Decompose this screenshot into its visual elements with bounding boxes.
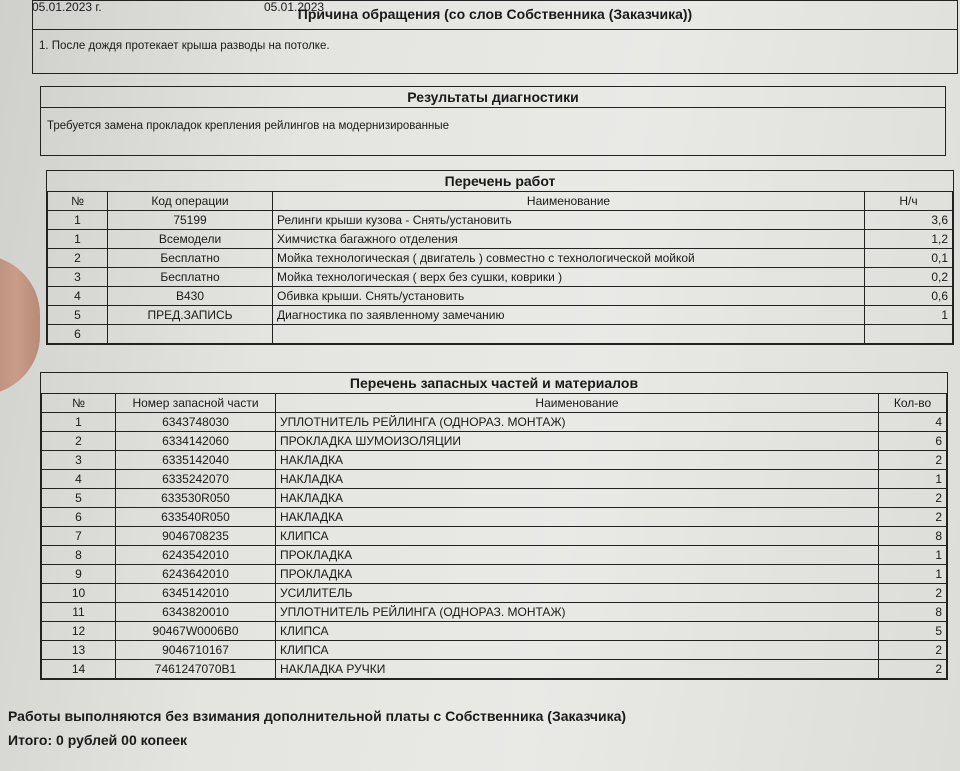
works-row-num: 2 (48, 249, 108, 268)
works-row-hours: 0,6 (865, 287, 953, 306)
parts-row-part: 6343820010 (116, 603, 276, 622)
parts-row-num: 12 (42, 622, 116, 641)
works-table (47, 191, 953, 344)
parts-row-qty: 2 (879, 660, 947, 679)
works-row (48, 325, 953, 344)
works-row-code: 75199 (108, 211, 273, 230)
works-row (48, 211, 953, 230)
parts-row-num: 9 (42, 565, 116, 584)
parts-title: Перечень запасных частей и материалов (349, 375, 639, 391)
parts-row-num: 4 (42, 470, 116, 489)
parts-row-num: 7 (42, 527, 116, 546)
works-row-hours (865, 325, 953, 344)
parts-row (42, 432, 947, 451)
parts-row-part: 7461247070B1 (116, 660, 276, 679)
works-row-code: Бесплатно (108, 249, 273, 268)
parts-row-qty: 2 (879, 641, 947, 660)
works-row-hours: 3,6 (865, 211, 953, 230)
parts-row (42, 489, 947, 508)
works-row-num: 1 (48, 230, 108, 249)
works-row-name: Релинги крыши кузова - Снять/установить (273, 211, 865, 230)
works-col-hours: Н/ч (865, 192, 953, 211)
parts-row-qty: 2 (879, 451, 947, 470)
parts-row-qty: 8 (879, 603, 947, 622)
reason-section (32, 0, 958, 74)
date-left: 05.01.2023 г. (32, 0, 102, 14)
works-row-num: 3 (48, 268, 108, 287)
diagnostics-text: Требуется замена прокладок крепления рейлингов на модернизированные (47, 120, 450, 132)
works-row-num: 6 (48, 325, 108, 344)
works-header-row (48, 192, 953, 211)
thumb (0, 255, 40, 395)
parts-row-num: 3 (42, 451, 116, 470)
works-row-code: Бесплатно (108, 268, 273, 287)
parts-header-row (42, 394, 947, 413)
parts-row-part: 90467W0006B0 (116, 622, 276, 641)
parts-row (42, 508, 947, 527)
works-row-code: В430 (108, 287, 273, 306)
works-row-num: 4 (48, 287, 108, 306)
works-row-name: Химчистка багажного отделения (273, 230, 865, 249)
parts-row (42, 565, 947, 584)
parts-row-name: УПЛОТНИТЕЛЬ РЕЙЛИНГА (ОДНОРАЗ. МОНТАЖ) (276, 413, 879, 432)
diagnostics-title: Результаты диагностики (41, 87, 945, 108)
footer-note: Работы выполняются без взимания дополнительной платы с Собственника (Заказчика) (8, 708, 627, 724)
parts-row-part: 9046708235 (116, 527, 276, 546)
parts-row-qty: 2 (879, 584, 947, 603)
parts-row (42, 546, 947, 565)
parts-section (40, 372, 948, 680)
works-row-code: Всемодели (108, 230, 273, 249)
works-row-name: Мойка технологическая ( двигатель ) совместно с технологической мойкой (273, 249, 865, 268)
parts-row-part: 633540R050 (116, 508, 276, 527)
works-col-name: Наименование (273, 192, 865, 211)
parts-row (42, 641, 947, 660)
parts-row-part: 6343748030 (116, 413, 276, 432)
reason-text: 1. После дождя протекает крыша разводы на потолке. (39, 40, 330, 52)
parts-row (42, 622, 947, 641)
parts-row-qty: 2 (879, 508, 947, 527)
parts-row-name: ПРОКЛАДКА (276, 546, 879, 565)
parts-row-name: УПЛОТНИТЕЛЬ РЕЙЛИНГА (ОДНОРАЗ. МОНТАЖ) (276, 603, 879, 622)
works-row-code: ПРЕД.ЗАПИСЬ (108, 306, 273, 325)
parts-row (42, 451, 947, 470)
date-right: 05.01.2023 (264, 0, 325, 14)
parts-row (42, 660, 947, 679)
parts-row-num: 8 (42, 546, 116, 565)
parts-row-qty: 6 (879, 432, 947, 451)
works-row-name: Обивка крыши. Снять/установить (273, 287, 865, 306)
parts-row-name: НАКЛАДКА (276, 508, 879, 527)
parts-row-qty: 5 (879, 622, 947, 641)
parts-row-name: НАКЛАДКА (276, 451, 879, 470)
footer-total: Итого: 0 рублей 00 копеек (8, 732, 188, 748)
parts-row-name: НАКЛАДКА РУЧКИ (276, 660, 879, 679)
works-row-num: 5 (48, 306, 108, 325)
parts-row-num: 1 (42, 413, 116, 432)
parts-row-name: ПРОКЛАДКА (276, 565, 879, 584)
works-row-hours: 0,2 (865, 268, 953, 287)
parts-row-part: 6335142040 (116, 451, 276, 470)
works-col-code: Код операции (108, 192, 273, 211)
works-col-num: № (48, 192, 108, 211)
parts-row-qty: 1 (879, 470, 947, 489)
works-row (48, 306, 953, 325)
parts-row-name: ПРОКЛАДКА ШУМОИЗОЛЯЦИИ (276, 432, 879, 451)
parts-row-num: 10 (42, 584, 116, 603)
works-row-name: Диагностика по заявленному замечанию (273, 306, 865, 325)
parts-row-part: 633530R050 (116, 489, 276, 508)
parts-row-num: 11 (42, 603, 116, 622)
parts-row-part: 9046710167 (116, 641, 276, 660)
works-row-num: 1 (48, 211, 108, 230)
parts-col-part: Номер запасной части (116, 394, 276, 413)
parts-row-qty: 8 (879, 527, 947, 546)
works-row (48, 287, 953, 306)
works-row (48, 230, 953, 249)
parts-row-name: КЛИПСА (276, 641, 879, 660)
reason-title: Причина обращения (со слов Собственника (Заказчика)) (33, 0, 957, 30)
works-row-hours: 1 (865, 306, 953, 325)
parts-row-qty: 2 (879, 489, 947, 508)
parts-row (42, 603, 947, 622)
works-row (48, 249, 953, 268)
parts-table (41, 393, 947, 679)
parts-row-part: 6334142060 (116, 432, 276, 451)
parts-row-num: 5 (42, 489, 116, 508)
parts-row-num: 6 (42, 508, 116, 527)
works-row-hours: 1,2 (865, 230, 953, 249)
parts-col-num: № (42, 394, 116, 413)
parts-row-num: 13 (42, 641, 116, 660)
parts-row-qty: 1 (879, 565, 947, 584)
parts-row-num: 14 (42, 660, 116, 679)
parts-col-qty: Кол-во (879, 394, 947, 413)
diagnostics-section (40, 86, 946, 156)
parts-row-qty: 1 (879, 546, 947, 565)
parts-row-part: 6345142010 (116, 584, 276, 603)
parts-row-part: 6243542010 (116, 546, 276, 565)
works-title: Перечень работ (444, 173, 556, 189)
parts-row-name: НАКЛАДКА (276, 489, 879, 508)
parts-row (42, 527, 947, 546)
parts-row-part: 6335242070 (116, 470, 276, 489)
parts-row (42, 413, 947, 432)
parts-row (42, 470, 947, 489)
parts-row (42, 584, 947, 603)
works-row-code (108, 325, 273, 344)
works-section (46, 170, 954, 345)
parts-row-num: 2 (42, 432, 116, 451)
parts-row-name: КЛИПСА (276, 527, 879, 546)
parts-col-name: Наименование (276, 394, 879, 413)
parts-row-name: НАКЛАДКА (276, 470, 879, 489)
parts-row-part: 6243642010 (116, 565, 276, 584)
works-row-hours: 0,1 (865, 249, 953, 268)
parts-row-name: КЛИПСА (276, 622, 879, 641)
works-row (48, 268, 953, 287)
works-row-name: Мойка технологическая ( верх без сушки, коврики ) (273, 268, 865, 287)
works-row-name (273, 325, 865, 344)
parts-row-name: УСИЛИТЕЛЬ (276, 584, 879, 603)
parts-row-qty: 4 (879, 413, 947, 432)
